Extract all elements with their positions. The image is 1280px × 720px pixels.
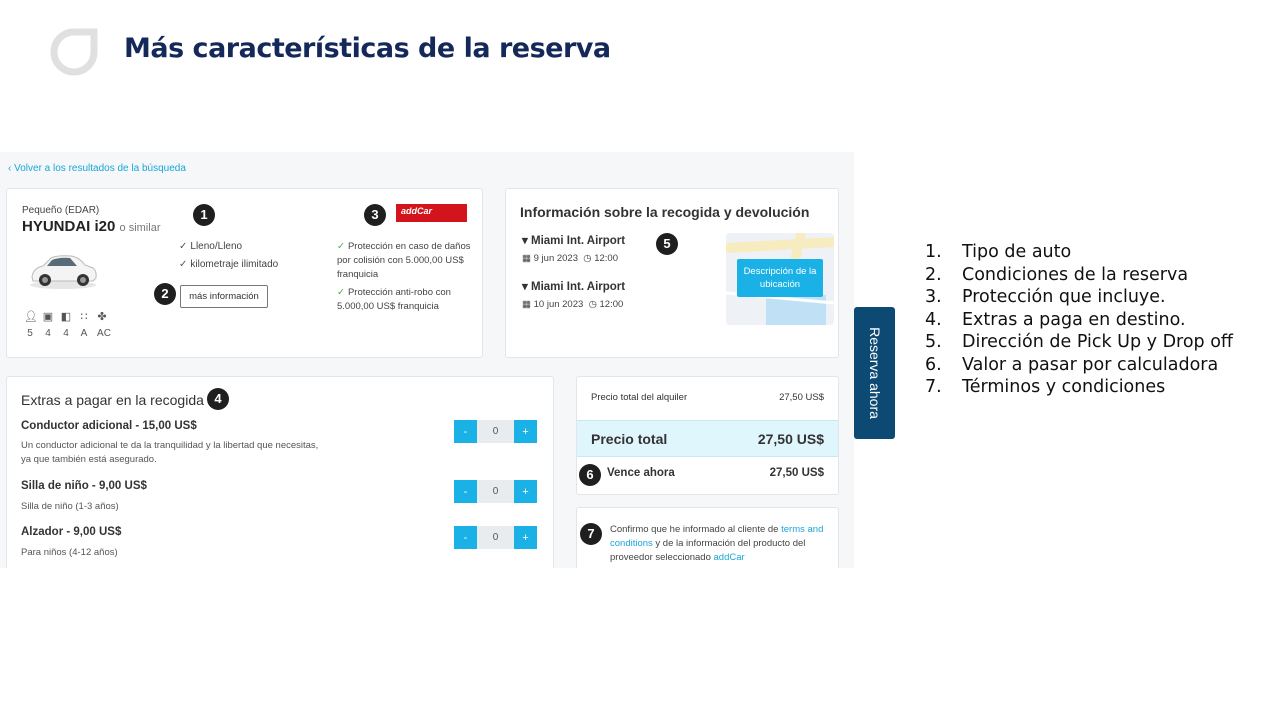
due-now-label: Vence ahora — [607, 467, 675, 479]
spec-seats: 5 — [27, 328, 33, 339]
total-price-label: Precio total — [591, 431, 668, 447]
spec-transmission: A — [80, 328, 88, 339]
booking-screenshot — [0, 152, 854, 568]
extras-card — [6, 376, 554, 568]
slide-title: Más características de la reserva — [124, 33, 611, 64]
car-category: Pequeño (EDAR) — [22, 205, 100, 216]
car-image — [27, 247, 99, 291]
decrement-button[interactable]: - — [454, 420, 477, 443]
quantity-stepper — [454, 420, 537, 443]
decrement-button[interactable]: - — [454, 480, 477, 503]
back-to-results-link[interactable]: ‹ Volver a los resultados de la búsqueda — [8, 163, 186, 174]
decrement-button[interactable]: - — [454, 526, 477, 549]
pin-icon: ▾ — [522, 235, 528, 247]
clock-icon: ◷ — [588, 299, 597, 310]
check-icon: ✓ — [337, 287, 345, 298]
extra-desc: Para niños (4-12 años) — [21, 547, 118, 558]
total-price-value: 27,50 US$ — [757, 431, 824, 447]
provider-logo: addCar — [396, 204, 467, 222]
location-description-button[interactable]: Descripción de la ubicación — [737, 259, 823, 297]
badge-1: 1 — [193, 204, 215, 226]
spec-doors: 4 — [63, 328, 69, 339]
pickup-datetime: ▦ 9 jun 2023 ◷ 12:00 — [522, 253, 618, 264]
condition-mileage: ✓ kilometraje ilimitado — [179, 259, 279, 270]
car-similar: o similar — [119, 222, 161, 234]
suitcase-icon: ▣ — [42, 311, 54, 323]
badge-7: 7 — [580, 523, 602, 545]
car-spec-values — [24, 328, 112, 339]
legend-item: 5. Dirección de Pick Up y Drop off — [925, 332, 1233, 352]
feature-legend — [925, 241, 1233, 399]
pickup-title: Información sobre la recogida y devolución — [520, 204, 810, 220]
fan-icon: ✤ — [97, 311, 107, 323]
increment-button[interactable]: + — [514, 526, 537, 549]
legend-item: 6. Valor a pasar por calculadora — [925, 354, 1219, 375]
extra-name: Conductor adicional - 15,00 US$ — [21, 420, 197, 432]
terms-card — [576, 507, 839, 568]
legend-item: 2. Condiciones de la reserva — [925, 264, 1189, 285]
car-spec-icons — [24, 310, 108, 323]
rental-price-label: Precio total del alquiler — [591, 392, 688, 403]
brand-logo — [50, 28, 98, 76]
increment-button[interactable]: + — [514, 420, 537, 443]
dropoff-datetime: ▦ 10 jun 2023 ◷ 12:00 — [522, 299, 624, 310]
legend-item: 4. Extras a paga en destino. — [925, 309, 1186, 330]
check-icon: ✓ — [179, 241, 188, 252]
quantity-field[interactable] — [477, 420, 514, 443]
car-name: HYUNDAI i20 o similar — [22, 218, 161, 235]
terms-link[interactable]: terms and conditions — [610, 524, 824, 549]
protection-theft: ✓ Protección anti-robo con 5.000,00 US$ franquicia — [337, 287, 451, 312]
dropoff-location: ▾ Miami Int. Airport — [522, 281, 626, 293]
total-price-row — [577, 420, 838, 457]
reserve-now-button[interactable]: Reserva ahora — [854, 307, 895, 439]
due-now-value: 27,50 US$ — [769, 467, 824, 479]
badge-2: 2 — [154, 283, 176, 305]
quantity-stepper — [454, 526, 537, 549]
car-card — [6, 188, 483, 358]
quantity-stepper — [454, 480, 537, 503]
person-icon: 👤︎ — [24, 311, 38, 323]
increment-button[interactable]: + — [514, 480, 537, 503]
spec-ac: AC — [97, 328, 111, 339]
extra-desc: Un conductor adicional te da la tranquilidad y la libertad que necesitas, ya que también está asegurado. — [21, 440, 319, 465]
protection-collision: ✓ Protección en caso de daños por colisión con 5.000,00 US$ franquicia — [337, 241, 471, 280]
quantity-field[interactable] — [477, 480, 514, 503]
check-icon: ✓ — [337, 241, 345, 252]
legend-item: 1. Tipo de auto — [925, 242, 1072, 262]
more-info-button[interactable]: más información — [180, 285, 268, 308]
extra-name: Alzador - 9,00 US$ — [21, 526, 122, 538]
legend-item: 3. Protección que incluye. — [925, 287, 1166, 307]
quantity-field[interactable] — [477, 526, 514, 549]
extra-desc: Silla de niño (1-3 años) — [21, 501, 119, 512]
terms-text: Confirmo que he informado al cliente de terms and conditions y de la información del producto del proveedor seleccionado addCar — [610, 524, 824, 563]
legend-item: 7. Términos y condiciones — [925, 377, 1166, 397]
spec-bags: 4 — [45, 328, 51, 339]
badge-6: 6 — [579, 464, 601, 486]
pickup-location: ▾ Miami Int. Airport — [522, 235, 626, 247]
extras-title: Extras a pagar en la recogida — [21, 392, 204, 408]
price-card — [576, 376, 839, 495]
calendar-icon: ▦ — [522, 253, 531, 264]
door-icon: ◧ — [60, 311, 72, 323]
extra-name: Silla de niño - 9,00 US$ — [21, 480, 147, 492]
badge-5: 5 — [656, 233, 678, 255]
rental-price-value: 27,50 US$ — [779, 392, 824, 403]
clock-icon: ◷ — [583, 253, 592, 264]
check-icon: ✓ — [179, 259, 188, 270]
condition-fuel: ✓ Lleno/Lleno — [179, 241, 243, 252]
calendar-icon: ▦ — [522, 299, 531, 310]
pin-icon: ▾ — [522, 281, 528, 293]
badge-4: 4 — [207, 388, 229, 410]
provider-link[interactable]: addCar — [713, 552, 745, 563]
pickup-card — [505, 188, 839, 358]
badge-3: 3 — [364, 204, 386, 226]
gearbox-icon: ∷ — [80, 311, 88, 323]
